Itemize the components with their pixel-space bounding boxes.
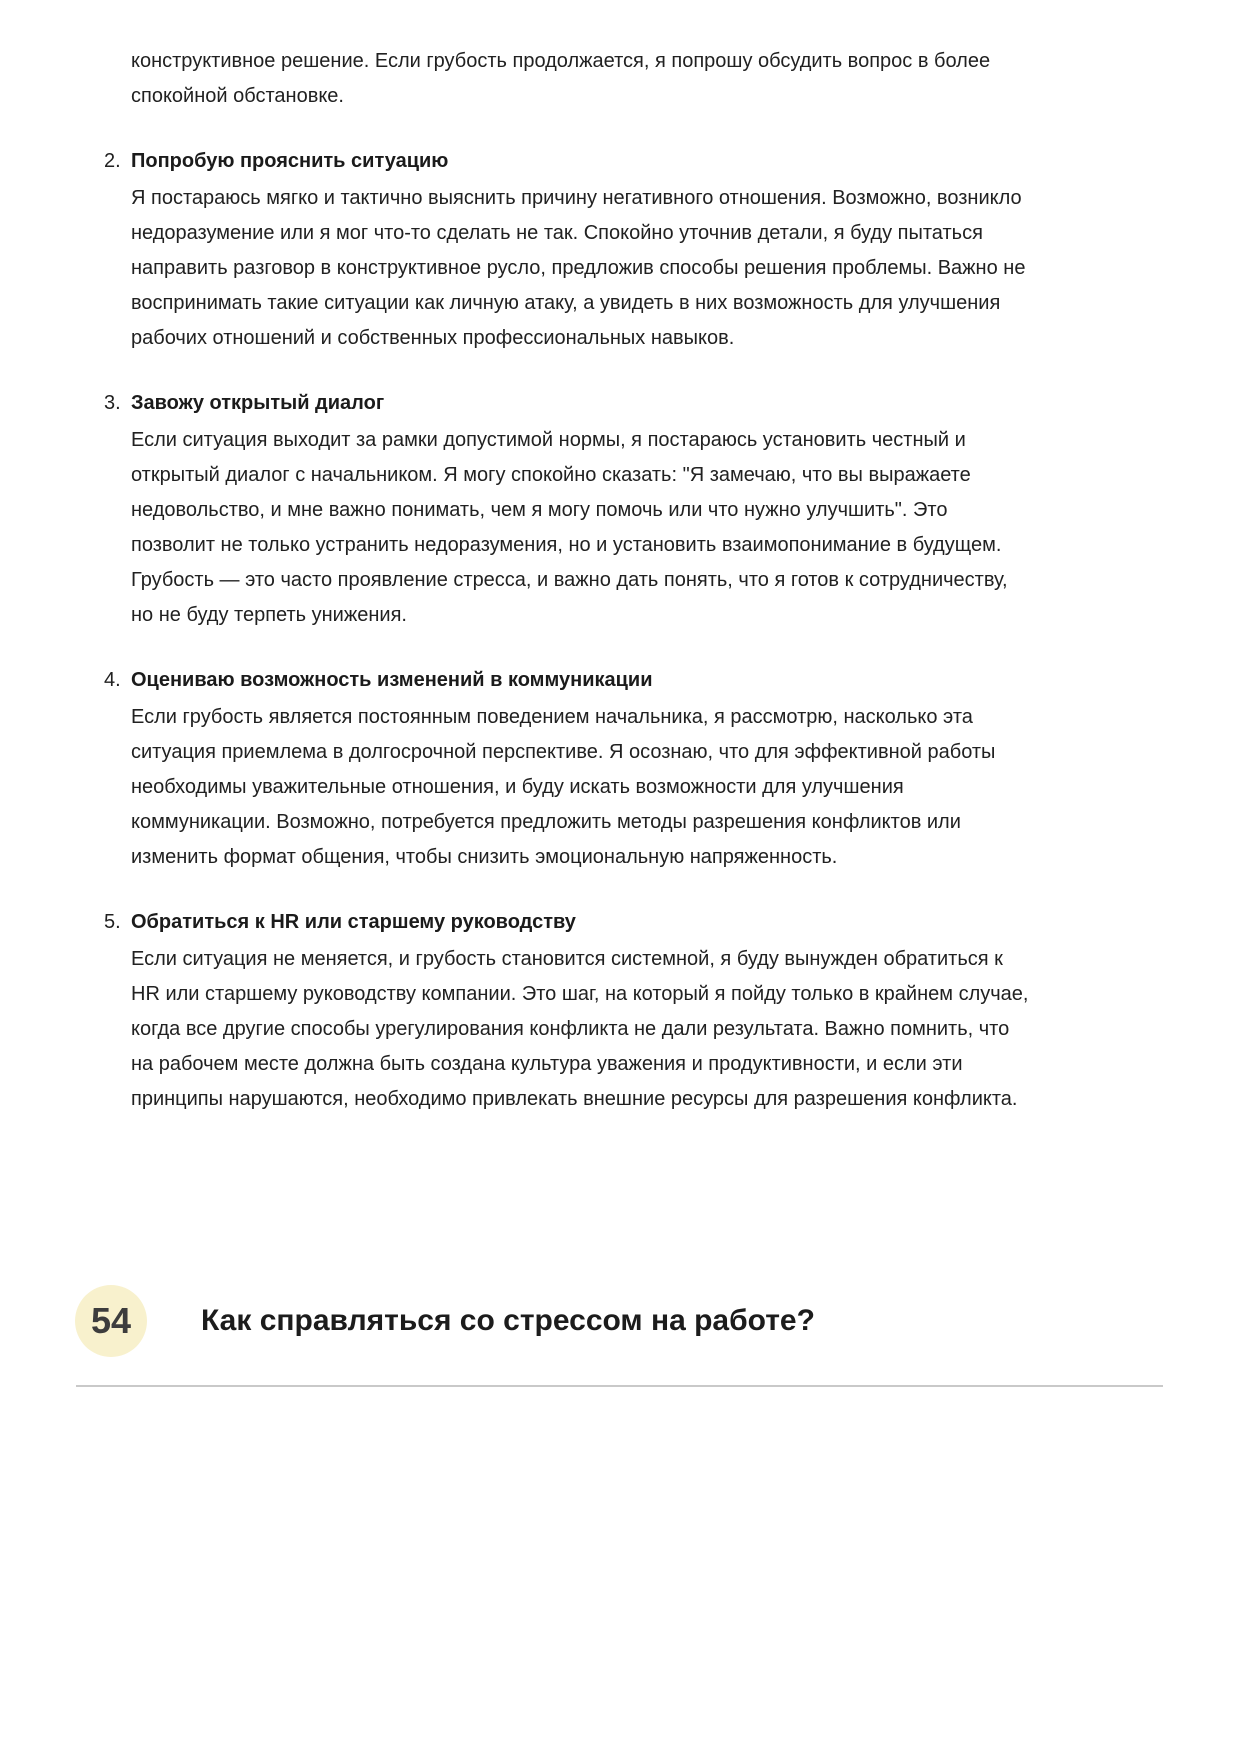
list-item: [104, 663, 1035, 875]
section-footer: [0, 1285, 1239, 1357]
list-item-title: Обратиться к HR или старшему руководству: [131, 911, 576, 933]
list-item: [104, 386, 1035, 633]
list-item-number: 2.: [104, 150, 121, 172]
section-heading: Как справляться со стрессом на работе?: [201, 1304, 815, 1337]
list-item-number: 5.: [104, 911, 121, 933]
list-item-title: Завожу открытый диалог: [131, 392, 385, 414]
list-item-title: Оцениваю возможность изменений в коммуникации: [131, 669, 653, 691]
list-item-title: Попробую прояснить ситуацию: [131, 150, 449, 172]
list-item-body: Если грубость является постоянным поведением начальника, я рассмотрю, насколько эта ситуация приемлема в долгосрочной перспективе. Я осознаю, что для эффективной работы необходимы уважительные отношения, и буду искать возможности для улучшения коммуникации. Возможно, потребуется предложить методы разрешения конфликтов или изменить формат общения, чтобы снизить эмоциональную напряженность.: [131, 706, 996, 868]
list-item-body: Если ситуация выходит за рамки допустимой нормы, я постараюсь установить честный и открытый диалог с начальником. Я могу спокойно сказать: "Я замечаю, что вы выражаете недовольство, и мне важно понимать, чем я могу помочь или что нужно улучшить". Это позволит не только устранить недоразумения, но и установить взаимопонимание в будущем. Грубость — это часто проявление стресса, и важно дать понять, что я готов к сотрудничеству, но не буду терпеть унижения.: [131, 429, 1008, 626]
footer-divider: [76, 1385, 1163, 1387]
list-item: [104, 144, 1035, 356]
list-item-number: 4.: [104, 669, 121, 691]
list-item-body: Я постараюсь мягко и тактично выяснить причину негативного отношения. Возможно, возникло недоразумение или я мог что-то сделать не так. Спокойно уточнив детали, я буду пытаться направить разговор в конструктивное русло, предложив способы решения проблемы. Важно не воспринимать такие ситуации как личную атаку, а увидеть в них возможность для улучшения рабочих отношений и собственных профессиональных навыков.: [131, 187, 1026, 349]
list-item: [104, 905, 1035, 1117]
paragraph-continuation: конструктивное решение. Если грубость продолжается, я попрошу обсудить вопрос в более спокойной обстановке.: [131, 50, 991, 107]
section-number-badge: [75, 1285, 147, 1357]
list-item-body: Если ситуация не меняется, и грубость становится системной, я буду вынужден обратиться к HR или старшему руководству компании. Это шаг, на который я пойду только в крайнем случае, когда все другие способы урегулирования конфликта не дали результата. Важно помнить, что на рабочем месте должна быть создана культура уважения и продуктивности, и если эти принципы нарушаются, необходимо привлекать внешние ресурсы для разрешения конфликта.: [131, 948, 1029, 1110]
list-item-number: 3.: [104, 392, 121, 414]
section-number: 54: [90, 1300, 132, 1341]
